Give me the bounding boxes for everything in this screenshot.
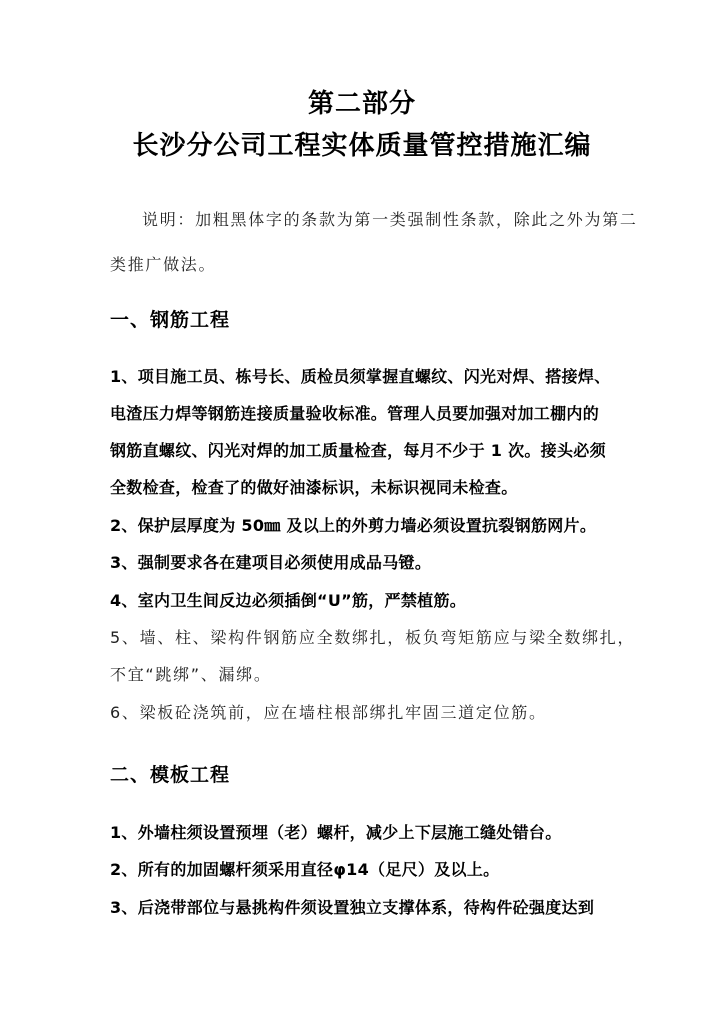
rebar-item-3: 3、强制要求各在建项目必须使用成品马镫。 <box>110 553 432 572</box>
note-line-2: 类推广做法。 <box>110 255 217 274</box>
rebar-item-6: 6、梁板砼浇筑前，应在墙柱根部绑扎牢固三道定位筋。 <box>110 703 547 722</box>
formwork-item-1: 1、外墙柱须设置预埋（老）螺杆，减少上下层施工缝处错台。 <box>110 823 562 842</box>
rebar-item-5-line-2: 不宜“跳绑”、漏绑。 <box>110 665 272 684</box>
section-heading-formwork: 二、模板工程 <box>110 764 231 786</box>
rebar-item-1-line-3: 钢筋直螺纹、闪光对焊的加工质量检查，每月不少于 1 次。接头必须 <box>110 441 606 460</box>
formwork-item-2: 2、所有的加固螺杆须采用直径φ14（足尺）及以上。 <box>110 860 500 879</box>
document-title-main: 长沙分公司工程实体质量管控措施汇编 <box>132 131 592 161</box>
section-heading-rebar: 一、钢筋工程 <box>110 309 231 331</box>
rebar-item-2: 2、保护层厚度为 50㎜ 及以上的外剪力墙必须设置抗裂钢筋网片。 <box>110 516 597 535</box>
rebar-item-1-line-1: 1、项目施工员、栋号长、质检员须掌握直螺纹、闪光对焊、搭接焊、 <box>110 367 611 386</box>
note-line-1: 说明：加粗黑体字的条款为第一类强制性条款，除此之外为第二 <box>142 210 638 229</box>
rebar-item-1-line-4: 全数检查，检查了的做好油漆标识，未标识视同未检查。 <box>110 478 518 497</box>
rebar-item-1-line-2: 电渣压力焊等钢筋连接质量验收标准。管理人员要加强对加工棚内的 <box>110 404 600 423</box>
document-title-part: 第二部分 <box>307 89 416 119</box>
rebar-item-4: 4、室内卫生间反边必须插倒“U”筋，严禁植筋。 <box>110 591 467 610</box>
rebar-item-5-line-1: 5、墙、柱、梁构件钢筋应全数绑扎，板负弯矩筋应与梁全数绑扎， <box>110 628 636 647</box>
formwork-item-3: 3、后浇带部位与悬挑构件须设置独立支撑体系，待构件砼强度达到 <box>110 898 595 917</box>
